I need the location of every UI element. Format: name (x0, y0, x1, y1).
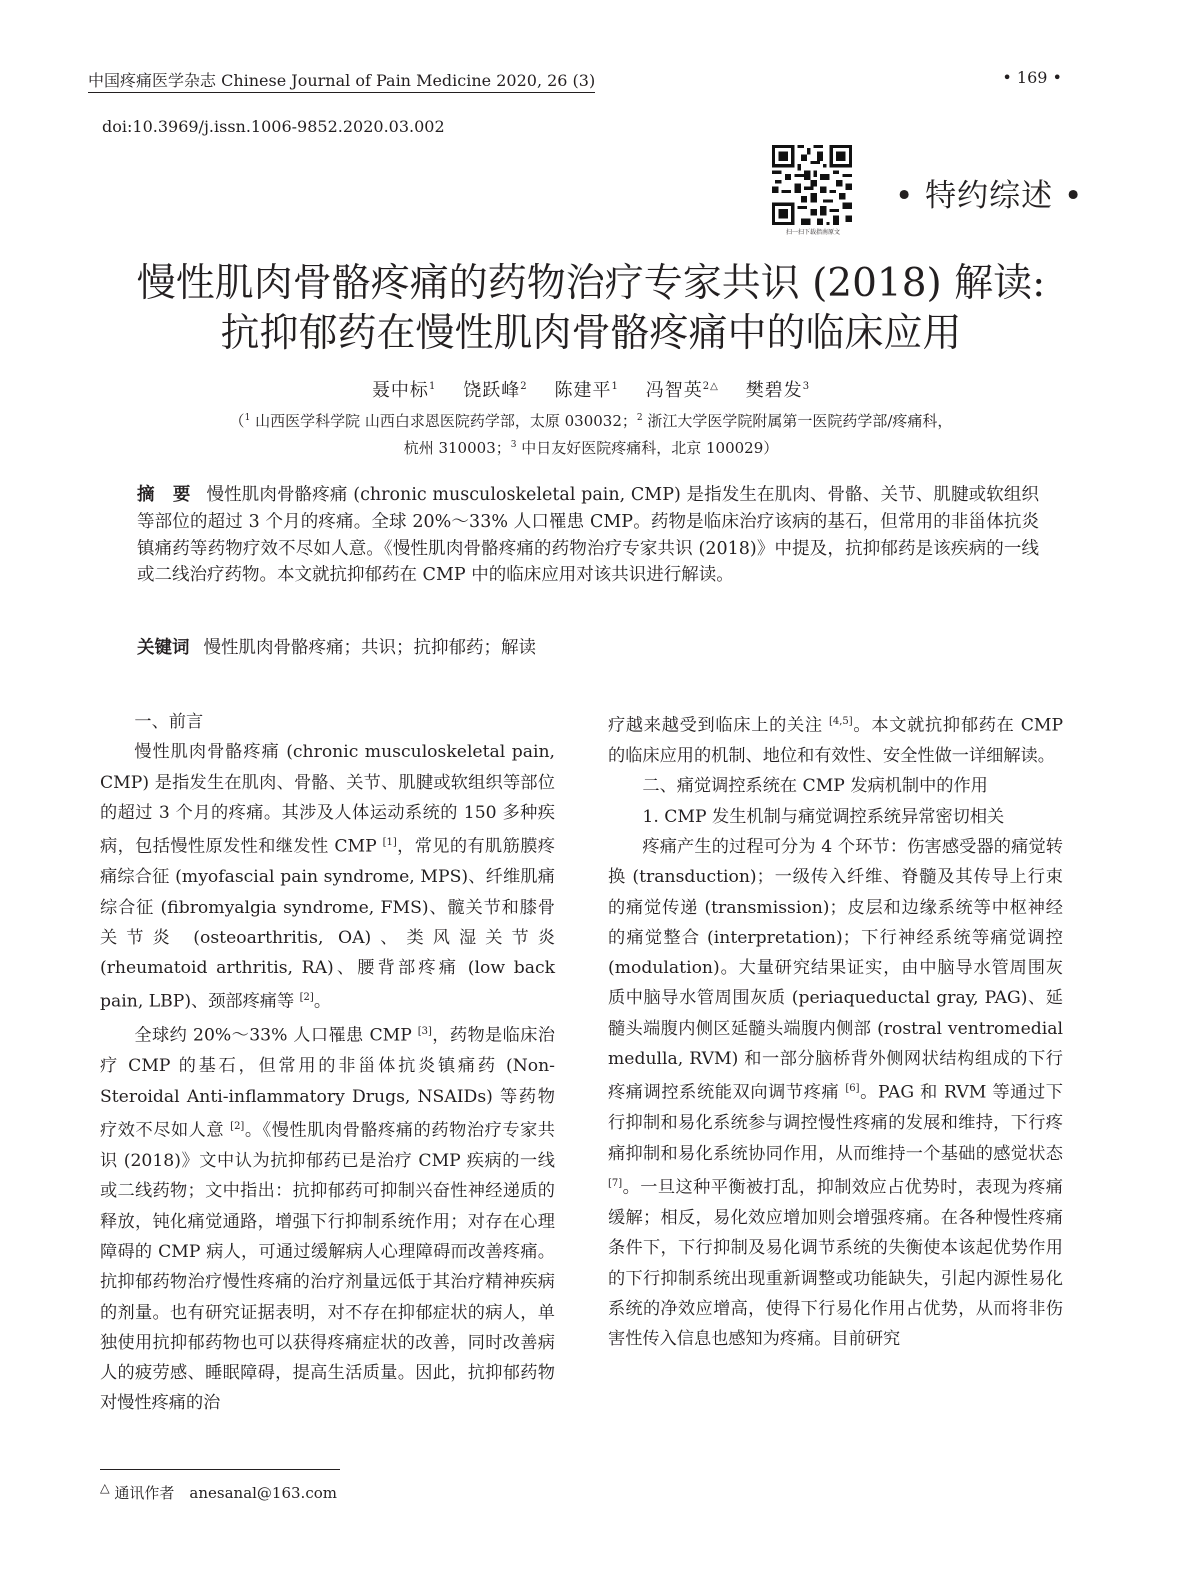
section-tag: • 特约综述 • (895, 178, 1084, 214)
affiliation-line2: 杭州 310003；$^3$ 中日友好医院疼痛科，北京 100029） (403, 439, 779, 457)
abstract-label: 摘 要 (137, 485, 197, 505)
citation[interactable]: [7] (608, 1177, 623, 1189)
qr-code-icon[interactable] (772, 145, 852, 225)
author-list (0, 376, 1182, 402)
author-mark: 2△ (702, 381, 719, 392)
author-name: 聂中标 (371, 380, 429, 401)
paragraph: 疗越来越受到临床上的关注 [4,5]。本文就抗抑郁药在 CMP 的临床应用的机制、地位和有效性、安全性做一详细解读。 (608, 715, 1064, 767)
page-number: • 169 • (1002, 68, 1062, 87)
keywords-label: 关键词 (137, 638, 190, 658)
qr-caption: 扫一扫下载指南原文 (785, 229, 840, 236)
footnote (100, 1480, 337, 1503)
author-mark: 1 (428, 381, 437, 392)
author-mark: 3 (802, 381, 811, 392)
citation[interactable]: [4,5] (828, 716, 853, 727)
abstract-text: 慢性肌肉骨骼疼痛 (chronic musculoskeletal pain, CMP) 是指发生在肌肉、骨骼、关节、肌腱或软组织等部位的超过 3 个月的疼痛。全球 20%～33% 人口罹患 CMP。药物是临床治疗该病的基石，但常用的非甾体抗炎镇痛药等药物疗效不尽如人意。《慢性肌肉骨骼疼痛的药物治疗专家共识 (2018)》中提及，抗抑郁药是该疾病的一线或二线治疗药物。本文就抗抑郁药在 CMP 中的临床应用对该共识进行解读。 (137, 485, 1039, 586)
section-heading: 一、前言 (134, 712, 204, 732)
paragraph: 全球约 20%～33% 人口罹患 CMP [3]，药物是临床治疗 CMP 的基石，但常用的非甾体抗炎镇痛药 (Non-Steroidal Anti-inflammatory Drugs, NSAIDs) 等药物疗效不尽如人意 [2]。《慢性肌肉骨骼疼痛的药物治疗专家共识 (2018)》文中认为抗抑郁药已是治疗 CMP 疾病的一线或二线药物；文中指出：抗抑郁药可抑制兴奋性神经递质的释放，钝化痛觉通路，增强下行抑制系统作用；对存在心理障碍的 CMP 病人，可通过缓解病人心理障碍而改善疼痛。抗抑郁药物治疗慢性疼痛的治疗剂量远低于其治疗精神疾病的剂量。也有研究证据表明，对不存在抑郁症状的病人，单独使用抗抑郁药物也可以获得疼痛症状的改善，同时改善病人的疲劳感、睡眠障碍，提高生活质量。因此，抗抑郁药物对慢性疼痛的治 (100, 1026, 555, 1414)
affiliation-line1: （$^1$ 山西医学科学院 山西白求恩医院药学部，太原 030032；$^2$ 浙江大学医学院附属第一医院药学部/疼痛科， (229, 412, 953, 430)
footnote-mark: △ (100, 1480, 110, 1495)
footnote-divider (100, 1469, 340, 1470)
citation[interactable]: [1] (382, 837, 397, 849)
running-header-journal: 中国疼痛医学杂志 Chinese Journal of Pain Medicine 2020, 26 (3) (88, 68, 595, 93)
citation[interactable]: [2] (230, 1121, 245, 1133)
keywords-text: 慢性肌肉骨骼疼痛；共识；抗抑郁药；解读 (203, 638, 536, 658)
article-title-line2: 抗抑郁药在慢性肌肉骨骼疼痛中的临床应用 (220, 311, 962, 356)
author-name: 冯智英 (645, 380, 703, 401)
body-column-right (608, 707, 1063, 1354)
author-name: 陈建平 (554, 380, 612, 401)
article-title-line1: 慢性肌肉骨骼疼痛的药物治疗专家共识 (2018) 解读: (136, 261, 1046, 306)
subsection-heading: 1. CMP 发生机制与痛觉调控系统异常密切相关 (642, 806, 1005, 827)
doi[interactable]: doi:10.3969/j.issn.1006-9852.2020.03.002 (102, 117, 445, 136)
section-heading: 二、痛觉调控系统在 CMP 发病机制中的作用 (642, 776, 988, 797)
author-mark: 2 (520, 381, 528, 392)
abstract (137, 482, 1039, 589)
author-name: 饶跃峰 (463, 380, 521, 401)
paragraph: 疼痛产生的过程可分为 4 个环节：伤害感受器的痛觉转换 (transduction)；一级传入纤维、脊髓及其传导上行束的痛觉传递 (transmission)；皮层和边缘系统等中枢神经的痛觉整合 (interpretation)；下行神经系统等痛觉调控 (modulation)。大量研究结果证实，由中脑导水管周围灰质中脑导水管周围灰质 (periaqueductal gray, PAG)、延髓头端腹内侧区延髓头端腹内侧部 (rostral ventromedial medulla, RVM) 和一部分脑桥背外侧网状结构组成的下行疼痛调控系统能双向调节疼痛 [6]。PAG 和 RVM 等通过下行抑制和易化系统参与调控慢性疼痛的发展和维持，下行疼痛抑制和易化系统协同作用，从而维持一个基础的感觉状态 [7]。一旦这种平衡被打乱，抑制效应占优势时，表现为疼痛缓解；相反，易化效应增加则会增强疼痛。在各种慢性疼痛条件下，下行抑制及易化调节系统的失衡使本该起优势作用的下行抑制系统出现重新调整或功能缺失，引起内源性易化系统的净效应增高，使得下行易化作用占优势，从而将非伤害性传入信息也感知为疼痛。目前研究 (608, 836, 1063, 1350)
citation[interactable]: [3] (417, 1026, 432, 1038)
citation[interactable]: [2] (299, 992, 314, 1004)
author-mark: 1 (611, 381, 619, 392)
author-name: 樊碧发 (745, 380, 803, 401)
body-column-left (100, 707, 555, 1419)
keywords (137, 634, 536, 659)
paragraph: 慢性肌肉骨骼疼痛 (chronic musculoskeletal pain, CMP) 是指发生在肌肉、骨骼、关节、肌腱或软组织等部位的超过 3 个月的疼痛。其涉及人体运动系统的 150 多种疾病，包括慢性原发性和继发性 CMP [1]，常见的有肌筋膜疼痛综合征 (myofascial pain syndrome, MPS)、纤维肌痛综合征 (fibromyalgia syndrome, FMS)、髋关节和膝骨关节炎 (osteoarthritis, OA)、类风湿关节炎 (rheumatoid arthritis, RA)、腰背部疼痛 (low back pain, LBP)、颈部疼痛等 [2]。 (100, 742, 555, 1013)
footnote-text: 通讯作者 anesanal@163.com (114, 1484, 337, 1502)
citation[interactable]: [6] (845, 1083, 860, 1095)
